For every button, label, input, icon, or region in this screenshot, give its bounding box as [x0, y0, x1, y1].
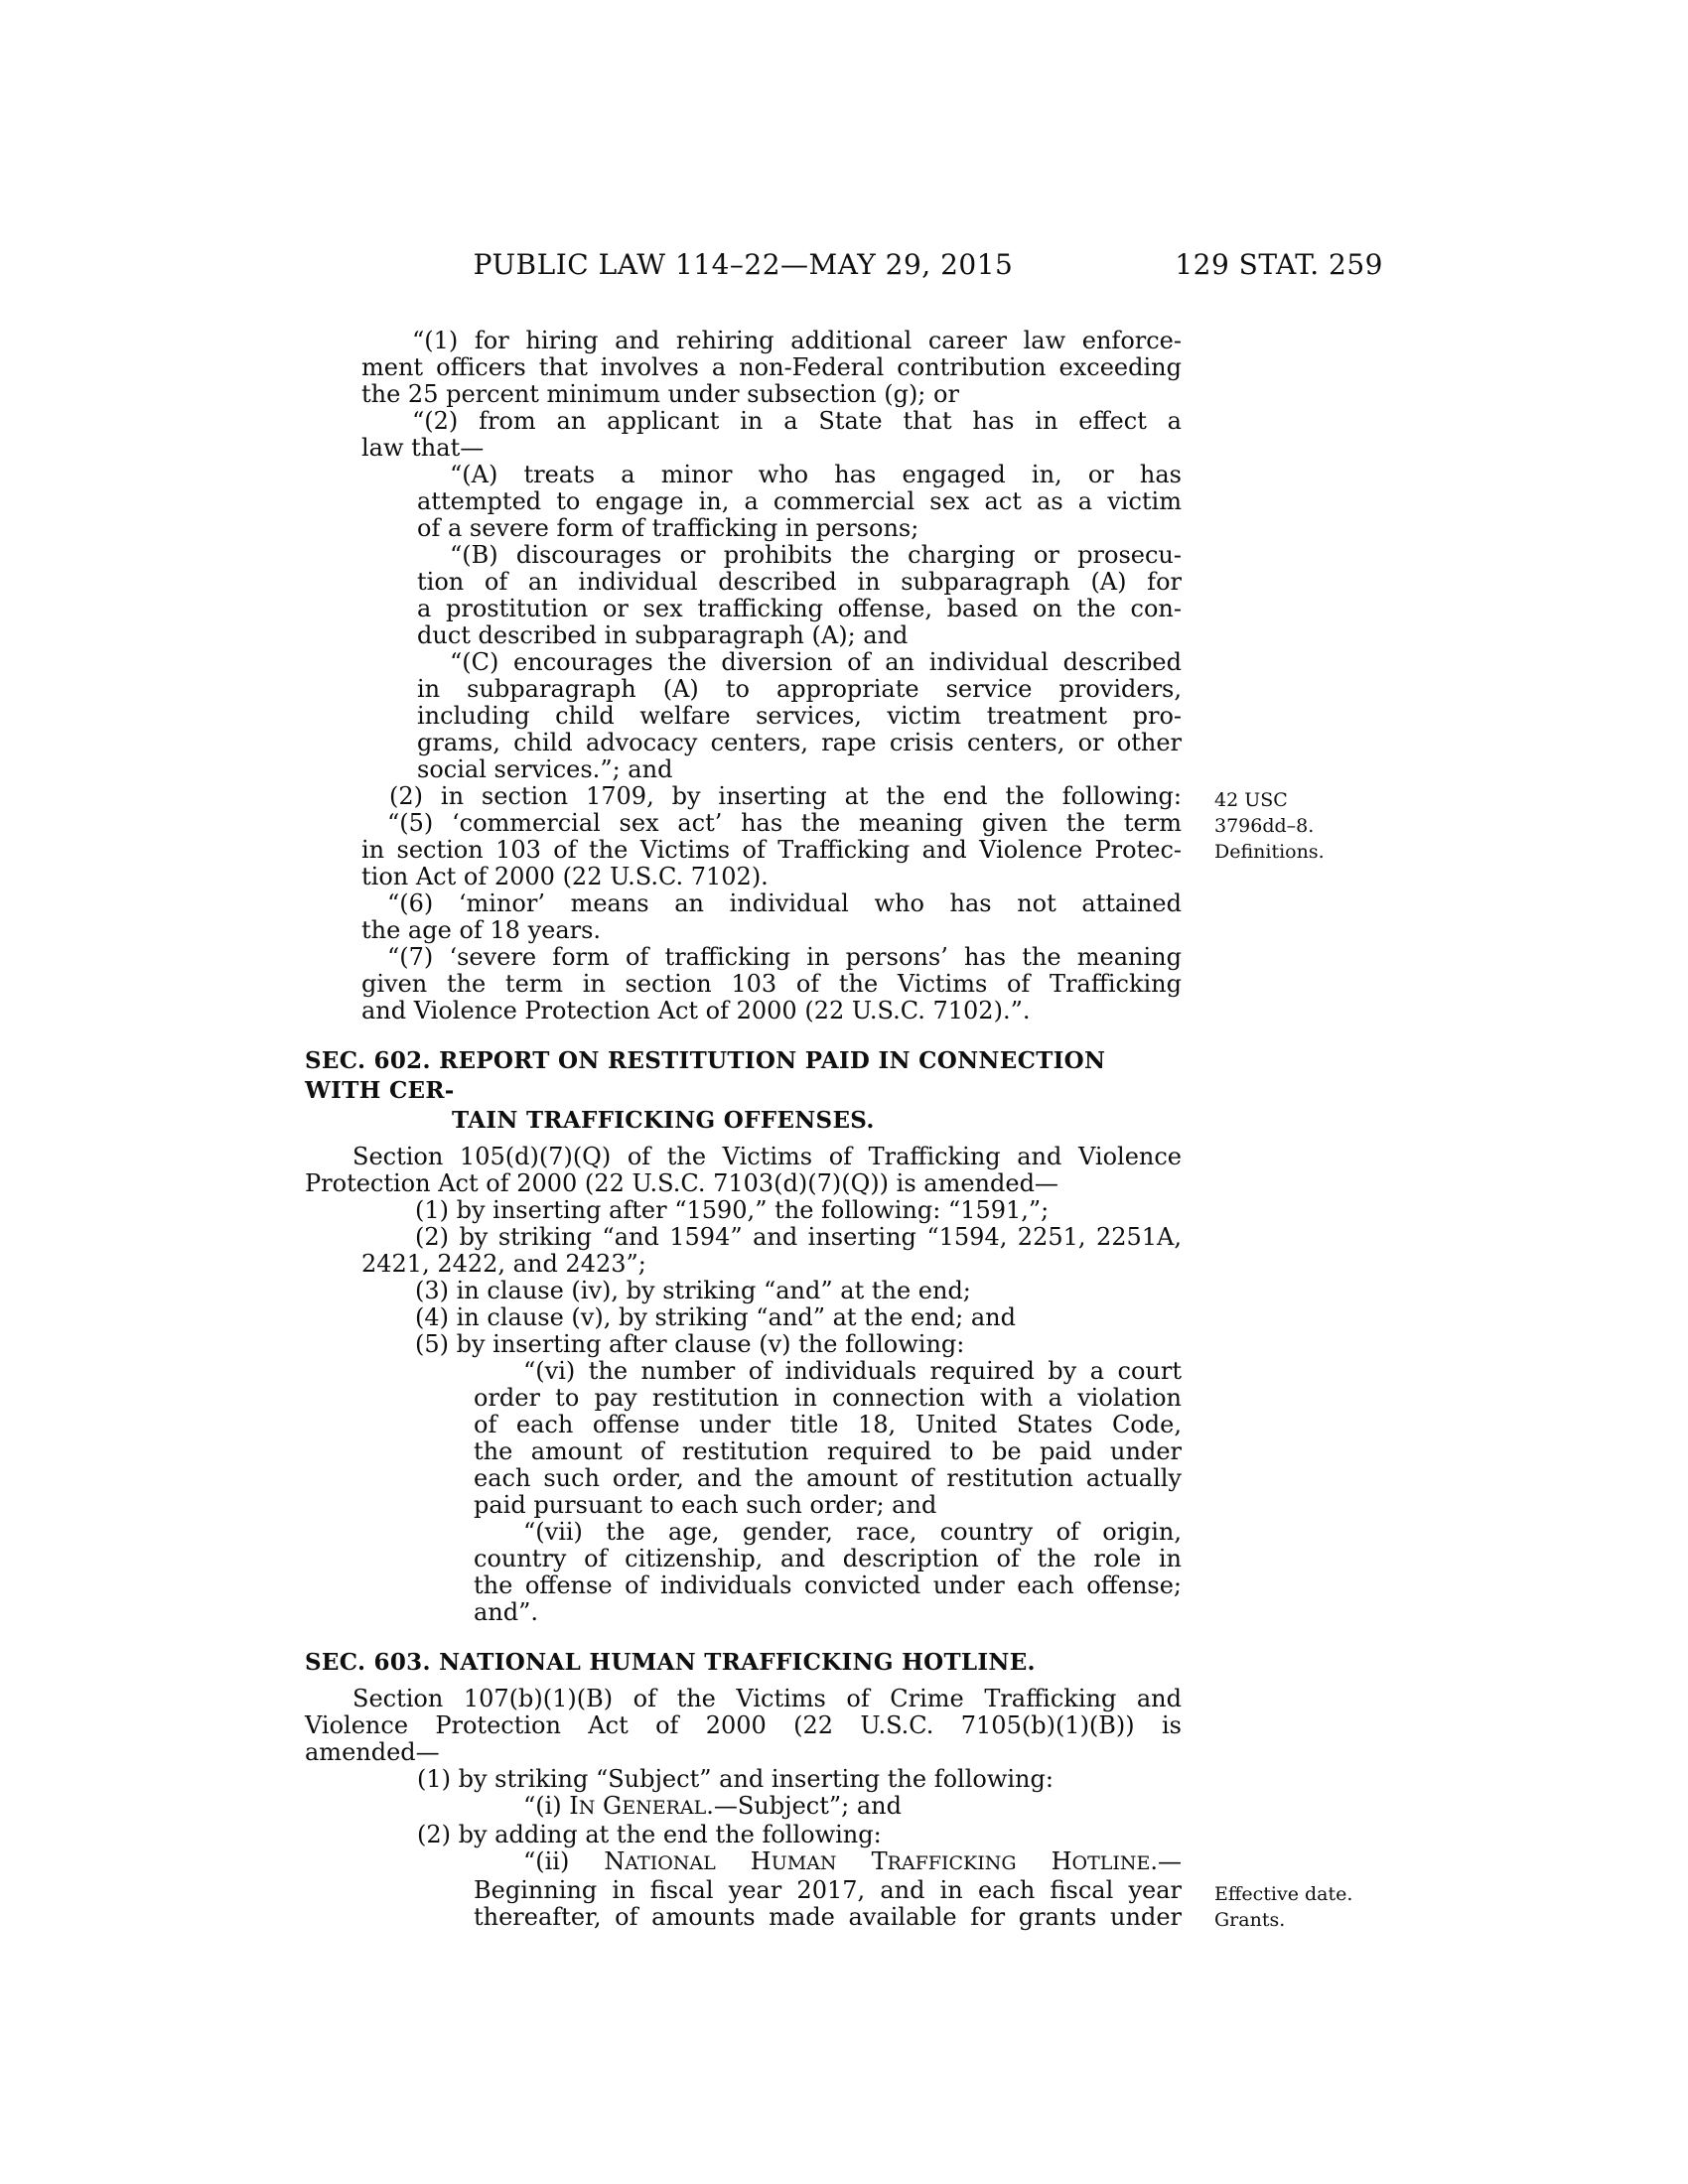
paragraph [305, 1766, 1182, 1793]
text-line [305, 542, 1182, 569]
text-run: “(5) ‘commercial sex act’ has the meaning given the term [387, 809, 1182, 837]
text-run: (1) by striking “Subject” and inserting the following: [417, 1765, 1054, 1793]
paragraph [305, 1144, 1182, 1197]
section-heading [305, 1648, 1182, 1678]
text-run: law that— [361, 434, 485, 462]
margin-note-line: 42 USC [1214, 789, 1288, 811]
text-line [305, 864, 1182, 890]
paragraph [305, 542, 1182, 649]
text-run: G [595, 1792, 623, 1820]
text-line [305, 1106, 1182, 1136]
paragraph [305, 1847, 1353, 1931]
text-run: a prostitution or sex trafficking offense, based on the con- [417, 595, 1182, 622]
effective-date-note [1214, 1881, 1433, 1933]
text-line [305, 971, 1182, 998]
small-caps-run: N [578, 1797, 596, 1819]
section-heading [305, 1046, 1182, 1136]
text-run: “(vii) the age, gender, race, country of origin, [523, 1518, 1182, 1546]
text-line [305, 730, 1182, 756]
paragraph [305, 1224, 1182, 1278]
statute-text [305, 327, 1353, 1931]
text-run: “(2) from an applicant in a State that has in effect a [412, 407, 1182, 435]
text-run: each such order, and the amount of restitution actually [474, 1464, 1182, 1492]
text-line [305, 1848, 1182, 1877]
text-run: “(1) for hiring and rehiring additional career law enforce- [412, 327, 1182, 354]
text-line [305, 1739, 1182, 1766]
paragraph [305, 1331, 1182, 1358]
text-line [305, 1766, 1182, 1793]
text-run: H [1016, 1847, 1072, 1875]
text-line [305, 1224, 1182, 1251]
text-run: SEC. 602. REPORT ON RESTITUTION PAID IN CONNECTION WITH CER- [305, 1047, 1106, 1104]
text-run: (5) by inserting after clause (v) the following: [415, 1330, 965, 1358]
text-line [305, 810, 1182, 837]
paragraph [305, 1358, 1182, 1519]
text-run: .— [1150, 1847, 1183, 1875]
text-run: of each offense under title 18, United States Code, [474, 1411, 1182, 1438]
text-run: SEC. 603. NATIONAL HUMAN TRAFFICKING HOTLINE. [305, 1649, 1036, 1676]
paragraph [305, 1278, 1182, 1304]
margin-note-line: Grants. [1214, 1909, 1286, 1931]
text-run: the amount of restitution required to be paid under [474, 1437, 1182, 1465]
paragraph [305, 1822, 1182, 1848]
paragraph [305, 1197, 1182, 1224]
text-line [305, 1046, 1182, 1106]
small-caps-run: RAFFICKING [887, 1852, 1017, 1874]
stat-page-number: 129 STAT. 259 [1175, 248, 1383, 281]
paragraph [305, 328, 1182, 408]
text-line [305, 1465, 1182, 1492]
text-line [305, 1438, 1182, 1465]
text-line [305, 1648, 1182, 1678]
paragraph [305, 1304, 1182, 1331]
text-run: Beginning in fiscal year 2017, and in each fiscal year [474, 1876, 1182, 1904]
text-run: tion of an individual described in subparagraph (A) for [417, 568, 1182, 596]
text-line [305, 488, 1182, 515]
text-line [305, 1144, 1182, 1170]
paragraph [305, 1519, 1182, 1626]
margin-note-line: Definitions. [1214, 841, 1325, 863]
paragraph [305, 1686, 1182, 1766]
text-run: attempted to engage in, a commercial sex act as a victim [417, 487, 1182, 515]
text-line [305, 1519, 1182, 1546]
text-run: “(6) ‘minor’ means an individual who has not attained [387, 889, 1182, 917]
text-run: “(7) ‘severe form of trafficking in persons’ has the meaning [387, 943, 1182, 971]
paragraph [305, 649, 1182, 783]
text-run: T [836, 1847, 888, 1875]
text-line [305, 1358, 1182, 1385]
paragraph [305, 944, 1182, 1024]
text-line [305, 1278, 1182, 1304]
text-line [305, 1572, 1182, 1599]
margin-note-line: Effective date. [1214, 1883, 1353, 1905]
text-run: amended— [305, 1738, 440, 1766]
text-run: 2421, 2422, and 2423”; [361, 1250, 646, 1278]
text-run: .—Subject”; and [706, 1792, 902, 1820]
text-line [305, 408, 1182, 435]
text-line [305, 1599, 1182, 1626]
text-line [305, 569, 1182, 596]
text-run: (2) by adding at the end the following: [417, 1821, 882, 1848]
text-line [305, 1304, 1182, 1331]
text-run: including child welfare services, victim treatment pro- [417, 702, 1182, 730]
text-line [305, 837, 1182, 864]
text-line [305, 1197, 1182, 1224]
text-line [305, 944, 1182, 971]
text-run: in section 103 of the Victims of Trafficking and Violence Protec- [361, 836, 1182, 864]
text-line [305, 998, 1182, 1024]
small-caps-run: ENERAL [622, 1797, 707, 1819]
text-line [305, 1793, 1182, 1822]
running-head: PUBLIC LAW 114–22—MAY 29, 2015 [473, 248, 1014, 281]
text-run: and”. [474, 1598, 539, 1626]
text-line [305, 649, 1182, 676]
text-line [305, 703, 1182, 730]
text-run: “(C) encourages the diversion of an individual described [450, 648, 1182, 676]
text-line [305, 1251, 1182, 1278]
text-run: duct described in subparagraph (A); and [417, 621, 909, 649]
text-line [305, 1822, 1182, 1848]
text-line [305, 676, 1182, 703]
text-run: grams, child advocacy centers, rape crisis centers, or other [417, 729, 1182, 756]
text-run: Protection Act of 2000 (22 U.S.C. 7103(d)(7)(Q)) is amended— [305, 1169, 1058, 1197]
text-run: “(B) discourages or prohibits the charging or prosecu- [450, 541, 1182, 569]
text-run: order to pay restitution in connection with a violation [474, 1384, 1182, 1412]
paragraph [305, 890, 1182, 944]
paragraph [305, 408, 1182, 462]
text-line [305, 1492, 1182, 1519]
text-run: country of citizenship, and description of the role in [474, 1545, 1182, 1572]
text-line [305, 917, 1182, 944]
text-run: thereafter, of amounts made available for grants under [474, 1903, 1182, 1931]
text-line [305, 890, 1182, 917]
text-run: TAIN TRAFFICKING OFFENSES. [452, 1107, 875, 1134]
text-run: the age of 18 years. [361, 916, 602, 944]
text-line [305, 596, 1182, 622]
text-run: “(vi) the number of individuals required by a court [523, 1357, 1182, 1385]
paragraph [305, 810, 1182, 890]
text-line [305, 1686, 1182, 1712]
text-run: (1) by inserting after “1590,” the following: “1591,”; [415, 1196, 1050, 1224]
text-run: Section 105(d)(7)(Q) of the Victims of Trafficking and Violence [352, 1143, 1182, 1170]
text-line [305, 435, 1182, 462]
text-line [305, 381, 1182, 408]
margin-note-line: 3796dd–8. [1214, 815, 1315, 837]
text-run: tion Act of 2000 (22 U.S.C. 7102). [361, 863, 769, 890]
text-run: (2) by striking “and 1594” and inserting “1594, 2251, 2251A, [415, 1223, 1182, 1251]
text-run: social services.”; and [417, 755, 673, 783]
text-line [305, 1412, 1182, 1438]
text-line [305, 756, 1182, 783]
text-run: ment officers that involves a non-Federal contribution exceeding [361, 353, 1182, 381]
text-line [305, 1546, 1182, 1572]
small-caps-run: ATIONAL [625, 1852, 716, 1874]
text-run: the offense of individuals convicted under each offense; [474, 1571, 1182, 1599]
text-run: of a severe form of trafficking in persons; [417, 514, 919, 542]
text-line [305, 1170, 1182, 1197]
text-run: “(i) I [523, 1792, 579, 1820]
text-run: (3) in clause (iv), by striking “and” at the end; [415, 1277, 971, 1304]
text-line [305, 622, 1182, 649]
text-run: Violence Protection Act of 2000 (22 U.S.C. 7105(b)(1)(B)) is [305, 1711, 1182, 1739]
text-line [305, 515, 1182, 542]
text-line [305, 462, 1182, 488]
text-run: given the term in section 103 of the Victims of Trafficking [361, 970, 1182, 998]
text-line [305, 328, 1182, 354]
text-run: the 25 percent minimum under subsection (g); or [361, 380, 959, 408]
text-line [305, 1904, 1182, 1931]
usc-reference-note [1214, 787, 1433, 865]
text-run: Section 107(b)(1)(B) of the Victims of Crime Trafficking and [352, 1685, 1182, 1712]
small-caps-run: UMAN [771, 1852, 837, 1874]
text-run: and Violence Protection Act of 2000 (22 U.S.C. 7102).”. [361, 997, 1031, 1024]
text-line [305, 1331, 1182, 1358]
text-run: (4) in clause (v), by striking “and” at the end; and [415, 1303, 1016, 1331]
text-line [305, 354, 1182, 381]
text-run: paid pursuant to each such order; and [474, 1491, 937, 1519]
text-run: (2) in section 1709, by inserting at the end the following: [389, 782, 1182, 810]
small-caps-run: OTLINE [1071, 1852, 1151, 1874]
text-run: in subparagraph (A) to appropriate service providers, [417, 675, 1182, 703]
paragraph [305, 1793, 1182, 1822]
text-line [305, 1385, 1182, 1412]
text-run: “(ii) N [523, 1847, 626, 1875]
text-run: H [715, 1847, 772, 1875]
text-line [305, 1712, 1182, 1739]
paragraph [305, 462, 1182, 542]
text-run: “(A) treats a minor who has engaged in, or has [450, 461, 1182, 488]
